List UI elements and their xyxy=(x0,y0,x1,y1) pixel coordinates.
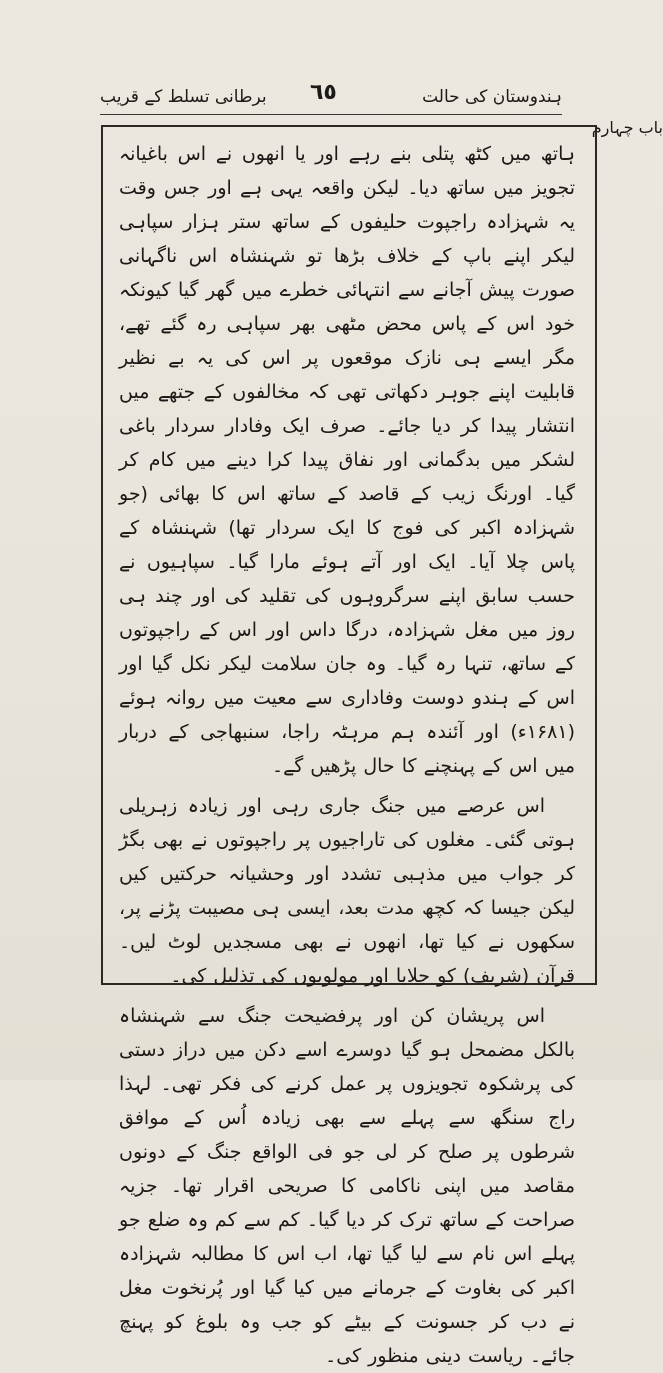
header-book-title: ہندوستان کی حالت xyxy=(422,87,562,107)
paragraph-2: اس عرصے میں جنگ جاری رہی اور زیادہ زہریلی ہوتی گئی۔ مغلوں کی تاراجیوں پر راجپوتوں نے بھی بگڑ کر جواب میں مذہبی تشدد اور وحشیانہ حرکتیں کیں لیکن جیسا کہ کچھ مدت بعد، ایسی ہی مصیبت پڑنے پر، سکھوں نے کیا تھا، انھوں نے بھی مسجدیں لوٹ لیں۔ قرآن (شریف) کو جلایا اور مولویوں کی تذلیل کی۔ xyxy=(119,795,575,987)
running-header xyxy=(100,80,562,114)
chapter-tag: باب چہارم xyxy=(591,118,663,137)
text-frame xyxy=(101,125,597,1367)
header-section-title: برطانی تسلط کے قریب xyxy=(100,87,267,107)
header-divider xyxy=(100,114,562,115)
paragraph-1: ہاتھ میں کٹھ پتلی بنے رہے اور یا انھوں نے اس باغیانہ تجویز میں ساتھ دیا۔ لیکن واقعہ یہی ہے اور جس وقت یہ شہزادہ راجپوت حلیفوں کے ساتھ ستر ہزار سپاہی لیکر اپنے باپ کے خلاف بڑھا تو شہنشاہ اس ناگہانی صورت پیش آجانے سے انتہائی خطرے میں گھر گیا کیونکہ خود اس کے پاس محض مٹھی بھر سپاہی رہ گئے تھے، مگر ایسے ہی نازک موقعوں پر اس کی یہ بے نظیر قابلیت اپنے جوہر دکھاتی تھی کہ مخالفوں کے جتھے میں انتشار پیدا کر دیا جائے۔ صرف ایک وفادار سردار باغی لشکر میں بدگمانی اور نفاق پیدا کرا دینے میں کام کر گیا۔ اورنگ زیب کے قاصد کے ساتھ اس کا بھائی (جو شہزادہ اکبر کی فوج کا ایک سردار تھا) شہنشاہ کے پاس چلا آیا۔ ایک اور آتے ہوئے مارا گیا۔ سپاہیوں نے حسب سابق اپنے سرگروہوں کی تقلید کی اور چند ہی روز میں مغل شہزادہ، درگا داس اور اس کے راجپوتوں کے ساتھ، تنہا رہ گیا۔ وہ جان سلامت لیکر نکل گیا اور اس کے ہندو دوست وفاداری سے معیت میں روانہ ہوئے (۱۶۸۱ء) اور آئندہ ہم مرہٹہ راجا، سنبھاجی کے دربار میں اس کے پہنچنے کا حال پڑھیں گے۔ xyxy=(119,143,575,777)
page-number: ٦٥ xyxy=(310,80,337,105)
paragraph-3: اس پریشان کن اور پرفضیحت جنگ سے شہنشاہ بالکل مضمحل ہو گیا دوسرے اسے دکن میں دراز دستی کی پرشکوہ تجویزوں پر عمل کرنے کی فکر تھی۔ لہذا راج سنگھ سے پہلے سے بھی زیادہ اُس کے موافق شرطوں پر صلح کر لی جو فی الواقع جنگ کے دونوں مقاصد میں اپنی ناکامی کا صریحی اقرار تھا۔ جزیہ صراحت کے ساتھ ترک کر دیا گیا۔ کم سے کم وہ ضلع جو پہلے اس نام سے لیا گیا تھا، اب اس کا مطالبہ شہزادہ اکبر کی بغاوت کے جرمانے میں کیا گیا اور پُرنخوت مغل نے دب کر جسونت کے بیٹے کو جب وہ بلوغ کو پہنچ جائے۔ ریاست دینی منظور کی۔ xyxy=(119,1005,575,1367)
